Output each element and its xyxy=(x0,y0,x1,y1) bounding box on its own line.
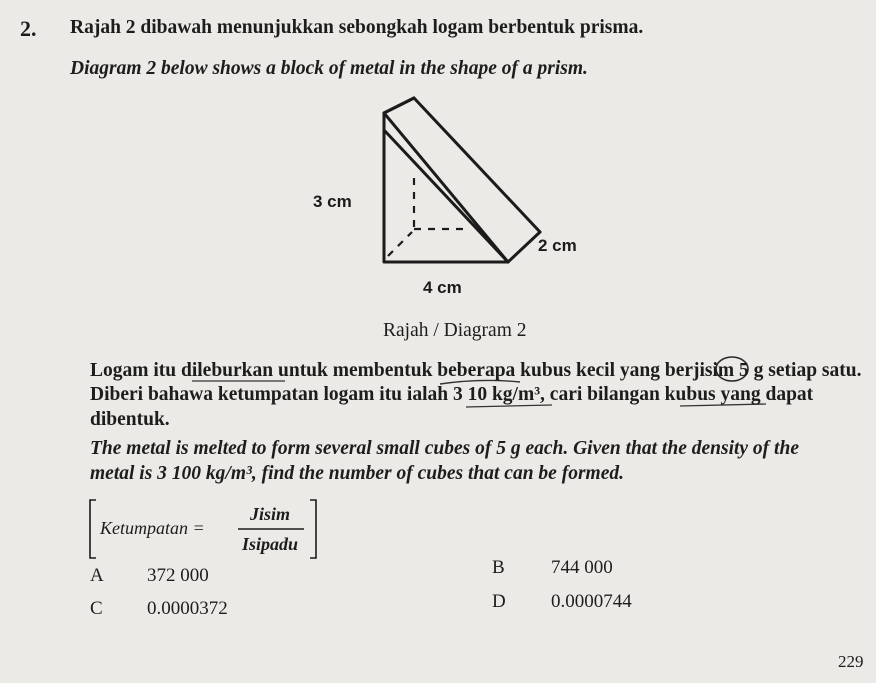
label-height: 3 cm xyxy=(313,192,352,211)
formula-lhs: Ketumpatan = xyxy=(100,518,205,538)
option-c-letter: C xyxy=(90,598,103,619)
option-a-letter: A xyxy=(90,565,104,586)
body-malay-line2: Diberi bahawa ketumpatan logam itu ialah 3 10 kg/m³, cari bilangan kubus yang dapat xyxy=(90,384,814,405)
body-malay-line3: dibentuk. xyxy=(90,409,170,430)
body-english-line1: The metal is melted to form several small cubes of 5 g each. Given that the density of the xyxy=(90,438,799,459)
option-d-value: 0.0000744 xyxy=(551,591,632,612)
option-b-letter: B xyxy=(492,557,505,578)
label-depth: 2 cm xyxy=(538,236,577,255)
option-d-letter: D xyxy=(492,591,506,612)
diagram-caption: Rajah / Diagram 2 xyxy=(383,320,527,341)
option-b-value: 744 000 xyxy=(551,557,613,578)
question-intro-malay: Rajah 2 dibawah menunjukkan sebongkah logam berbentuk prisma. xyxy=(70,17,644,38)
question-number: 2. xyxy=(20,16,37,41)
body-malay-line1: Logam itu dileburkan untuk membentuk beberapa kubus kecil yang berjisim 5 g setiap satu. xyxy=(90,360,862,381)
option-a-value: 372 000 xyxy=(147,565,209,586)
formula-numerator: Jisim xyxy=(250,504,291,524)
body-english-line2: metal is 3 100 kg/m³, find the number of cubes that can be formed. xyxy=(90,463,624,484)
question-intro-english: Diagram 2 below shows a block of metal in the shape of a prism. xyxy=(70,58,588,79)
label-base: 4 cm xyxy=(423,278,462,297)
page-number: 229 xyxy=(838,652,864,671)
formula-denominator: Isipadu xyxy=(242,534,299,554)
option-c-value: 0.0000372 xyxy=(147,598,228,619)
